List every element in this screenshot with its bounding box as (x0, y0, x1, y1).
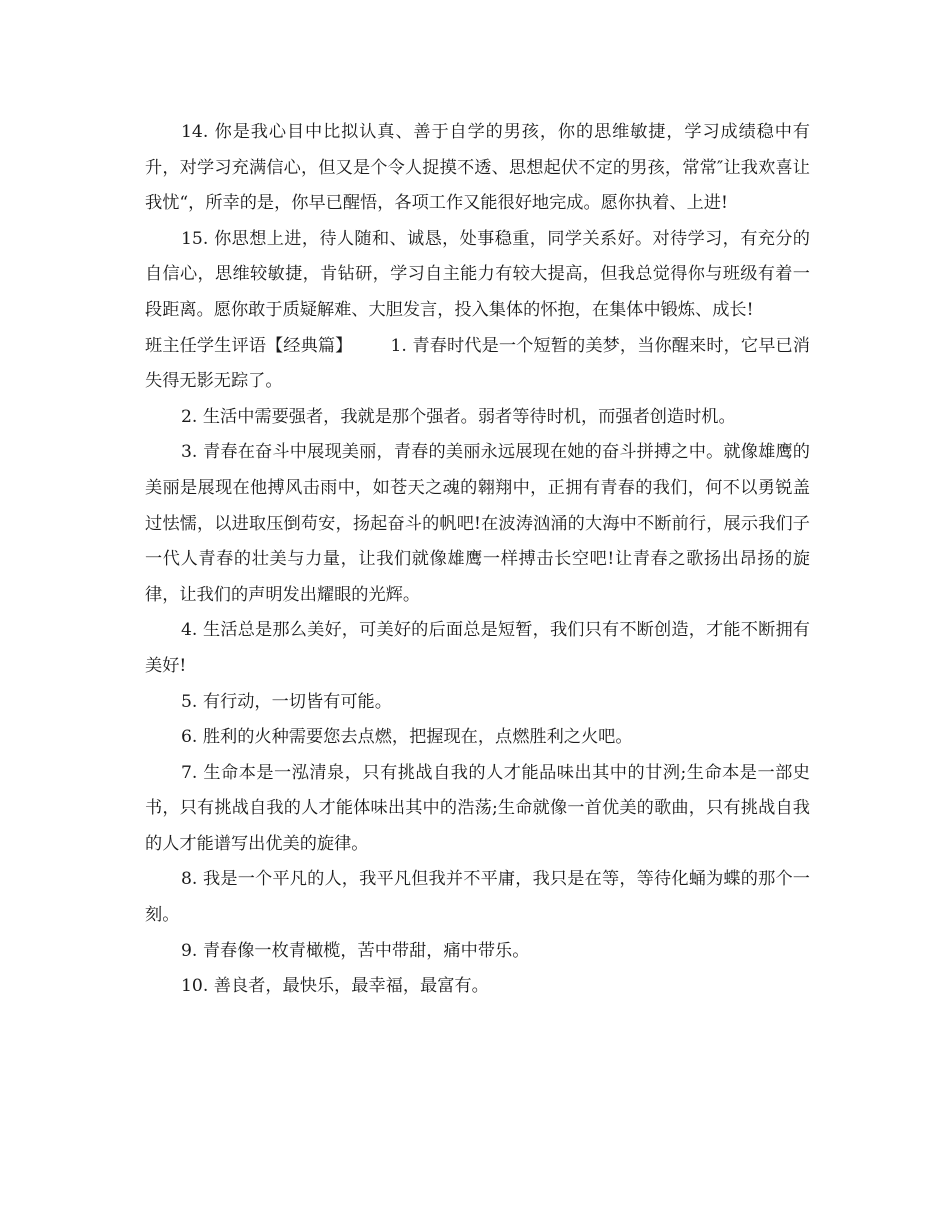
list-item-7: 7. 生命本是一泓清泉，只有挑战自我的人才能品味出其中的甘洌;生命本是一部史书，只有挑战自我的人才能体味出其中的浩荡;生命就像一首优美的歌曲，只有挑战自我的人才能谱写出优美的旋律。 (145, 762, 810, 854)
list-item-9: 9. 青春像一枚青橄榄，苦中带甜，痛中带乐。 (181, 940, 530, 961)
list-item-6: 6. 胜利的火种需要您去点燃，把握现在，点燃胜利之火吧。 (181, 727, 633, 748)
section-heading-paragraph (145, 329, 810, 400)
list-item-2: 2. 生活中需要强者，我就是那个强者。弱者等待时机，而强者创造时机。 (181, 406, 736, 427)
list-item-5: 5. 有行动，一切皆有可能。 (181, 691, 392, 712)
section-first-item: 1. 青春时代是一个短暂的美梦，当你醒来时，它早已消失得无影无踪了。 (145, 335, 810, 392)
paragraph-15: 15. 你思想上进，待人随和、诚恳，处事稳重，同学关系好。对待学习，有充分的自信心，思维较敏捷，肯钻研，学习自主能力有较大提高，但我总觉得你与班级有着一段距离。愿你敢于质疑解难、大胆发言，投入集体的怀抱，在集体中锻炼、成长! (145, 228, 810, 320)
list-item-3: 3. 青春在奋斗中展现美丽，青春的美丽永远展现在她的奋斗拼搏之中。就像雄鹰的美丽是展现在他搏风击雨中，如苍天之魂的翱翔中，正拥有青春的我们，何不以勇锐盖过怯懦，以进取压倒苟安，扬起奋斗的帆吧!在波涛汹涌的大海中不断前行，展示我们子一代人青春的壮美与力量，让我们就像雄鹰一样搏击长空吧!让青春之歌扬出昂扬的旋律，让我们的声明发出耀眼的光辉。 (145, 442, 810, 605)
list-item-10: 10. 善良者，最快乐，最幸福，最富有。 (181, 976, 489, 997)
document-body (145, 115, 810, 1005)
list-item-8: 8. 我是一个平凡的人，我平凡但我并不平庸，我只是在等，等待化蛹为蝶的那个一刻。 (145, 869, 810, 926)
list-item-4: 4. 生活总是那么美好，可美好的后面总是短暂，我们只有不断创造，才能不断拥有美好! (145, 620, 810, 676)
section-title: 班主任学生评语【经典篇】 (145, 335, 353, 356)
paragraph-14: 14. 你是我心目中比拟认真、善于自学的男孩，你的思维敏捷，学习成绩稳中有升，对学习充满信心，但又是个令人捉摸不透、思想起伏不定的男孩，常常″让我欢喜让我忧“，所幸的是，你早已醒悟，各项工作又能很好地完成。愿你执着、上进! (145, 122, 810, 214)
